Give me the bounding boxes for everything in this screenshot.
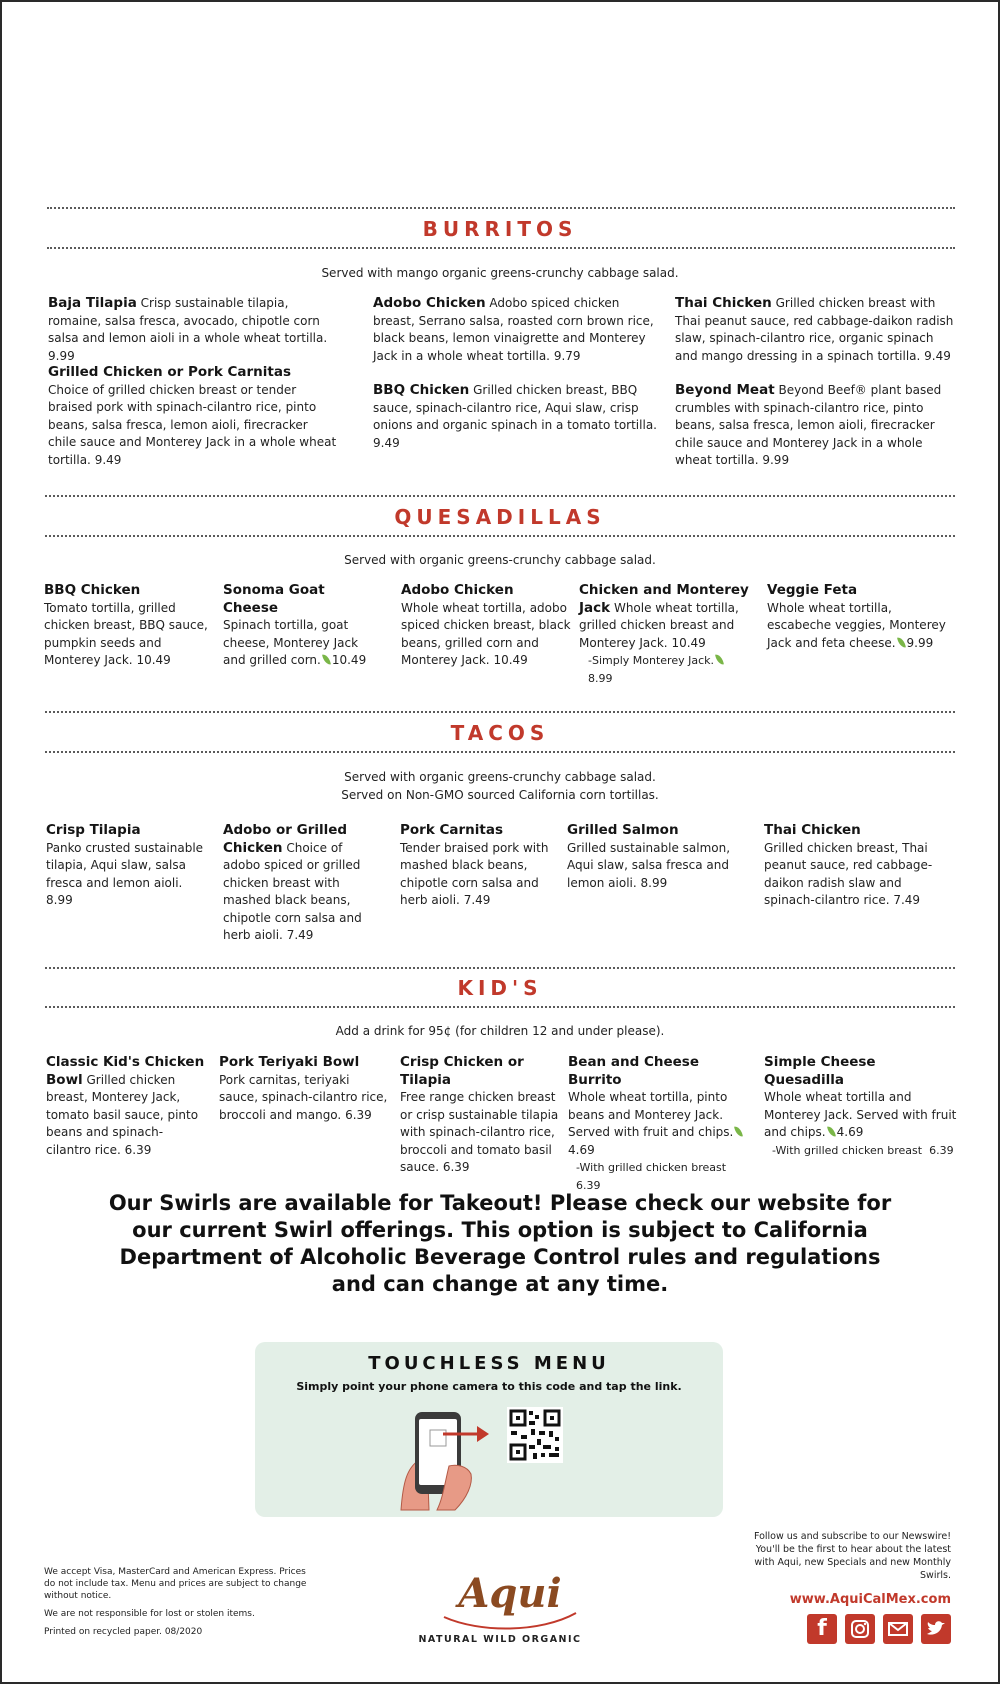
item-extra-price: 8.99 <box>588 671 613 685</box>
item-name: Bean and Cheese Burrito <box>568 1054 699 1088</box>
divider <box>45 1006 955 1008</box>
menu-item <box>767 582 957 652</box>
menu-item <box>401 582 571 670</box>
divider <box>45 495 955 497</box>
item-desc: Whole wheat tortilla and Monterey Jack. Served with fruit and chips. <box>764 1090 957 1139</box>
menu-item <box>764 1054 959 1159</box>
item-name: Grilled Salmon <box>567 822 679 838</box>
section-title-burritos: BURRITOS <box>422 217 578 241</box>
menu-item <box>675 382 957 470</box>
divider <box>45 535 955 537</box>
item-desc: Whole wheat tortilla, grilled chicken breast and Monterey Jack. <box>579 600 739 650</box>
email-icon[interactable] <box>883 1614 913 1644</box>
instagram-icon[interactable] <box>845 1614 875 1644</box>
item-extra <box>579 652 749 687</box>
item-name: Pork Carnitas <box>400 822 504 838</box>
item-price: 9.99 <box>906 635 934 650</box>
touchless-subtitle: Simply point your phone camera to this code and tap the link. <box>296 1380 682 1393</box>
item-extra-text: -Simply Monterey Jack. <box>588 654 714 667</box>
menu-item <box>219 1054 389 1124</box>
item-name: Thai Chicken <box>675 295 772 311</box>
item-price: 9.49 <box>924 348 951 363</box>
item-price: 4.69 <box>568 1142 595 1157</box>
item-desc: Whole wheat tortilla, pinto beans and Monterey Jack. Served with fruit and chips. <box>568 1090 734 1139</box>
item-desc: Crisp sustainable tilapia, romaine, salsa fresca, avocado, chipotle corn salsa and lemon aioli in a whole wheat tortilla. <box>48 296 328 345</box>
item-price: 9.79 <box>553 348 581 363</box>
divider <box>45 967 955 969</box>
email-glyph <box>883 1614 913 1644</box>
menu-item <box>373 382 663 452</box>
item-price: 9.99 <box>762 453 790 467</box>
item-desc: Grilled chicken breast, BBQ sauce, spinach-cilantro rice, Aqui slaw, crisp onions and organic spinach in a tomato tortilla. <box>373 383 657 432</box>
qr-code-icon <box>507 1407 563 1463</box>
footer-info <box>44 1566 314 1644</box>
item-extra-price: 6.39 <box>576 1178 601 1192</box>
item-price: 8.99 <box>46 893 73 907</box>
item-extra-text: -With grilled chicken breast <box>772 1143 923 1157</box>
item-desc: Choice of grilled chicken breast or tender braised pork with spinach-cilantro rice, pinto beans, salsa fresca, lemon aioli, firecracker chile sauce and Monterey Jack in a whole wheat tortilla. <box>48 382 337 467</box>
item-name: Crisp Chicken or Tilapia <box>400 1054 524 1088</box>
section-title-quesadillas: QUESADILLAS <box>394 505 606 529</box>
logo-tagline: NATURAL WILD ORGANIC <box>418 1634 582 1645</box>
item-name: Classic Kid's Chicken Bowl <box>46 1054 205 1088</box>
menu-item <box>400 822 550 910</box>
item-desc: Grilled chicken breast, Monterey Jack, tomato basil sauce, pinto beans and spinach-cilantro rice. <box>46 1072 199 1157</box>
item-name: Beyond Meat <box>675 382 775 398</box>
leaf-icon <box>734 1125 743 1137</box>
item-name: Thai Chicken <box>764 822 861 838</box>
item-price: 8.99 <box>640 875 668 890</box>
item-name: Baja Tilapia <box>48 295 137 311</box>
touchless-title: TOUCHLESS MENU <box>368 1353 610 1374</box>
item-desc: Tomato tortilla, grilled chicken breast, BBQ sauce, pumpkin seeds and Monterey Jack. <box>44 600 208 667</box>
phone-hand-icon <box>393 1402 593 1512</box>
item-price: 6.39 <box>124 1142 152 1157</box>
item-extra <box>764 1142 959 1160</box>
menu-item <box>675 295 957 365</box>
item-price: 7.49 <box>893 893 921 907</box>
item-desc: Pork carnitas, teriyaki sauce, spinach-cilantro rice, broccoli and mango. <box>219 1072 388 1122</box>
menu-item <box>223 582 383 670</box>
menu-item <box>44 582 209 670</box>
payment-note: We accept Visa, MasterCard and American Express. Prices do not include tax. Menu and prices are subject to change without notice. <box>44 1567 307 1601</box>
item-desc: Panko crusted sustainable tilapia, Aqui slaw, salsa fresca and lemon aioli. <box>46 840 204 890</box>
item-price: 9.49 <box>94 452 122 467</box>
item-name: Adobo Chicken <box>401 582 514 598</box>
leaf-icon <box>322 653 331 665</box>
item-desc: Beyond Beef® plant based crumbles with spinach-cilantro rice, pinto beans, salsa fresca, lemon aioli, firecracker chile sauce and Monterey Jack in a whole wheat tortilla. <box>675 383 942 467</box>
newswire-note: Follow us and subscribe to our Newswire! You'll be the first to hear about the latest with Aqui, new Specials and new Monthly Swirls. <box>753 1531 951 1581</box>
item-name: Crisp Tilapia <box>46 822 141 838</box>
menu-item <box>46 822 211 910</box>
menu-item <box>568 1054 753 1194</box>
leaf-icon <box>897 636 906 648</box>
website-link[interactable]: www.AquiCalMex.com <box>789 1592 951 1607</box>
printed-note: Printed on recycled paper. 08/2020 <box>44 1627 203 1637</box>
item-desc: Whole wheat tortilla, escabeche veggies, Monterey Jack and feta cheese. <box>767 600 946 650</box>
facebook-icon[interactable]: f <box>807 1614 837 1644</box>
item-name: Grilled Chicken or Pork Carnitas <box>48 364 292 380</box>
section-note: Served with organic greens-crunchy cabbage salad. <box>344 553 656 567</box>
item-price: 10.49 <box>331 653 367 667</box>
divider <box>47 247 955 249</box>
item-price: 10.49 <box>136 653 171 667</box>
swirl-notice: Our Swirls are available for Takeout! Please check our website for our current Swirl offerings. This option is subject to California Department of Alcoholic Beverage Control rules and regulations and can change at any time. <box>108 1191 892 1296</box>
item-extra-price: 6.39 <box>929 1143 954 1157</box>
leaf-icon <box>715 653 724 665</box>
divider <box>45 751 955 753</box>
item-desc: Free range chicken breast or crisp sustainable tilapia with spinach-cilantro rice, broccoli and tomato basil sauce. <box>400 1090 559 1174</box>
item-price: 9.99 <box>48 348 75 363</box>
item-price: 10.49 <box>671 635 706 650</box>
item-desc: Whole wheat tortilla, adobo spiced chicken breast, black beans, grilled corn and Monterey Jack. <box>401 600 571 667</box>
item-price: 7.49 <box>463 893 491 907</box>
section-note: Served with mango organic greens-crunchy cabbage salad. <box>321 266 679 280</box>
item-extra <box>568 1159 753 1194</box>
section-note: Served with organic greens-crunchy cabbage salad. <box>344 770 656 784</box>
divider <box>47 207 955 209</box>
logo-wordmark: Aqui <box>458 1570 562 1617</box>
item-name: BBQ Chicken <box>373 382 470 398</box>
item-name: Pork Teriyaki Bowl <box>219 1054 360 1070</box>
item-price: 9.49 <box>373 435 400 450</box>
menu-item <box>46 1054 206 1159</box>
twitter-icon[interactable] <box>921 1614 951 1644</box>
menu-item <box>579 582 749 687</box>
item-name: Chicken and Monterey Jack <box>579 582 749 616</box>
item-desc: Grilled sustainable salmon, Aqui slaw, salsa fresca and lemon aioli. <box>567 840 731 890</box>
item-price: 7.49 <box>286 928 314 942</box>
item-desc: Tender braised pork with mashed black beans, chipotle corn salsa and herb aioli. <box>400 840 549 907</box>
divider <box>45 711 955 713</box>
item-desc: Adobo spiced chicken breast, Serrano salsa, roasted corn brown rice, black beans, lemon vinaigrette and Monterey Jack in a whole wheat tortilla. <box>373 296 654 363</box>
menu-item <box>764 822 934 910</box>
section-title-tacos: TACOS <box>450 721 550 745</box>
section-note-2: Served on Non-GMO sourced California corn tortillas. <box>341 788 659 802</box>
item-extra-text: -With grilled chicken breast <box>576 1161 727 1174</box>
item-price: 6.39 <box>345 1107 372 1122</box>
item-name: Sonoma Goat Cheese <box>223 582 325 616</box>
item-desc: Grilled chicken breast, Thai peanut sauce, red cabbage-daikon radish slaw and spinach-cilantro rice. <box>764 840 933 907</box>
menu-item <box>373 295 663 365</box>
item-price: 6.39 <box>442 1160 470 1174</box>
section-note: Add a drink for 95¢ (for children 12 and under please). <box>335 1024 665 1038</box>
leaf-icon <box>827 1125 836 1137</box>
item-price: 10.49 <box>493 653 528 667</box>
menu-item <box>400 1054 560 1177</box>
item-desc: Grilled chicken breast with Thai peanut sauce, red cabbage-daikon radish slaw, spinach-cilantro rice, organic spinach and mango dressing in a spinach tortilla. <box>675 296 954 363</box>
item-name: Adobo or Grilled Chicken <box>223 822 348 856</box>
menu-item <box>567 822 737 892</box>
item-desc: Spinach tortilla, goat cheese, Monterey Jack and grilled corn. <box>223 618 359 667</box>
item-name: BBQ Chicken <box>44 582 141 598</box>
item-name: Veggie Feta <box>767 582 858 598</box>
lost-items-note: We are not responsible for lost or stolen items. <box>44 1609 255 1619</box>
instagram-glyph <box>845 1614 875 1644</box>
item-name: Simple Cheese Quesadilla <box>764 1054 876 1088</box>
menu-item <box>48 295 338 365</box>
touchless-menu-panel <box>255 1342 723 1517</box>
menu-item <box>48 364 338 469</box>
item-name: Adobo Chicken <box>373 295 486 311</box>
item-desc: Choice of adobo spiced or grilled chicken breast with mashed black beans, chipotle corn salsa and herb aioli. <box>223 840 362 942</box>
twitter-glyph <box>921 1614 951 1644</box>
menu-item <box>223 822 383 945</box>
section-title-kids: KID'S <box>457 976 543 1000</box>
item-price: 4.69 <box>836 1125 864 1139</box>
